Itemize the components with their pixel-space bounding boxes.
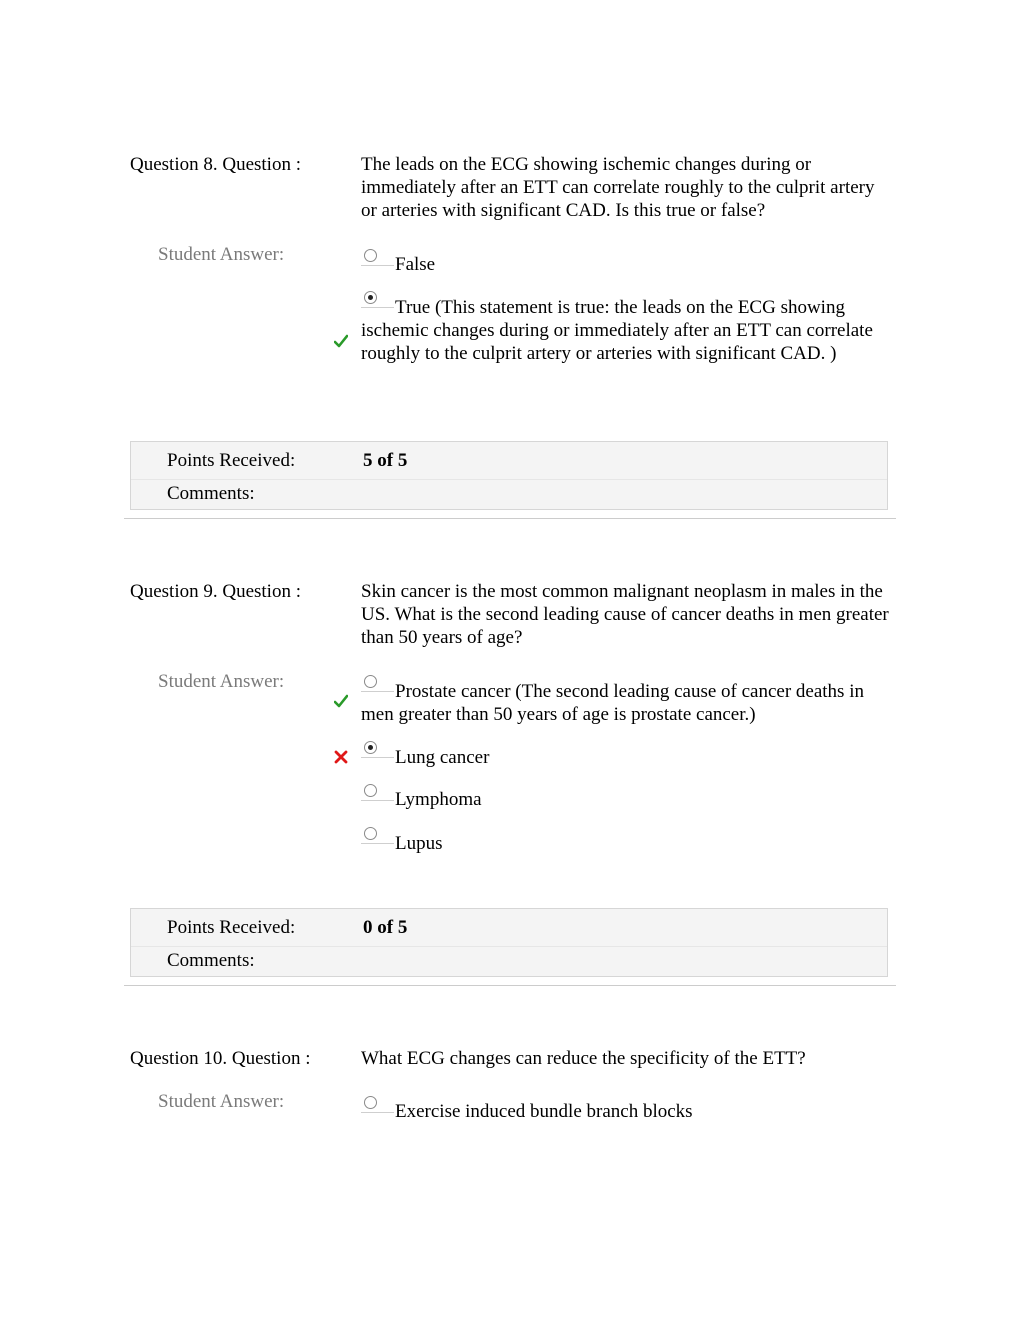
answer-option: False [395, 254, 436, 275]
answer-option: Exercise induced bundle branch blocks [395, 1101, 693, 1122]
points-received-label: Points Received: [167, 450, 296, 471]
answer-option: Lupus [395, 833, 443, 854]
points-panel [130, 908, 888, 977]
answer-option: True (This statement is true: the leads on the ECG showing ischemic changes during or immediately after an ETT can correlate roughly to the culprit artery or arteries with significant CAD. ) [361, 297, 873, 364]
answer-option: Lung cancer [395, 747, 490, 768]
student-answer-label: Student Answer: [158, 1091, 285, 1112]
question-text: Skin cancer is the most common malignant neoplasm in males in the US. What is the second leading cause of cancer deaths in men greater than 50 years of age? [361, 581, 889, 648]
points-received-label: Points Received: [167, 917, 296, 938]
x-icon [334, 750, 348, 764]
points-received-value: 0 of 5 [363, 917, 408, 938]
checkmark-icon [334, 334, 348, 348]
answer-option: Lymphoma [395, 789, 482, 810]
student-answer-label: Student Answer: [158, 671, 285, 692]
points-divider [131, 946, 887, 947]
student-answer-label: Student Answer: [158, 244, 285, 265]
question-text: What ECG changes can reduce the specificity of the ETT? [361, 1048, 806, 1069]
points-panel [130, 441, 888, 510]
question-label: Question 8. Question : [130, 154, 301, 175]
points-received-value: 5 of 5 [363, 450, 408, 471]
comments-label: Comments: [167, 483, 255, 504]
answer-option: Prostate cancer (The second leading cause of cancer deaths in men greater than 50 years of age is prostate cancer.) [361, 681, 864, 725]
comments-label: Comments: [167, 950, 255, 971]
question-divider [124, 518, 896, 519]
question-label: Question 9. Question : [130, 581, 301, 602]
checkmark-icon [334, 694, 348, 708]
question-divider [124, 985, 896, 986]
question-text: The leads on the ECG showing ischemic changes during or immediately after an ETT can correlate roughly to the culprit artery or arteries with significant CAD. Is this true or false? [361, 154, 875, 221]
points-divider [131, 479, 887, 480]
question-label: Question 10. Question : [130, 1048, 311, 1069]
